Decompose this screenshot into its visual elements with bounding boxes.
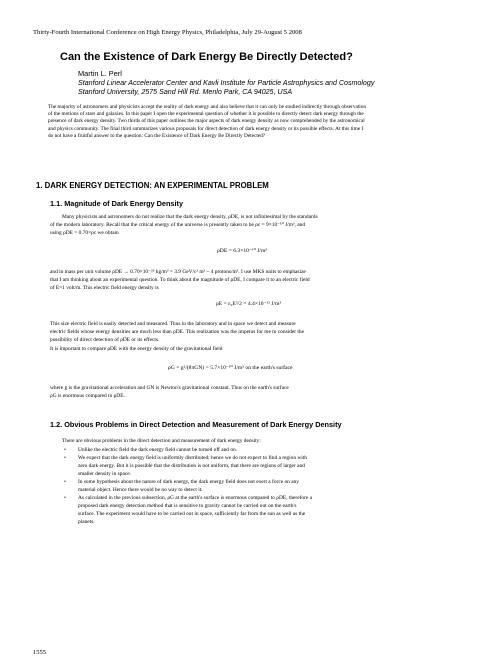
subsection-heading-1-2: 1.2. Obvious Problems in Direct Detection and Measurement of Dark Energy Density [50, 420, 342, 429]
equation-gravitational-field-density: ρG = g²/(8πGN) = 5.7×10⁻¹⁰ J/m³ on the earth's surface [168, 365, 293, 371]
abstract-line: presence of dark energy density. Two thirds of this paper outlines the major aspects of dark energy density as now comprehended by the astronomical [48, 118, 365, 125]
list-item [64, 454, 466, 478]
text-line: proposed dark energy detection method that is sensitive to gravity cannot be carried out on the earth's [78, 503, 297, 509]
page-number: 1555 [33, 649, 46, 656]
paragraph-4: It is important to compare ρDE with the energy density of the gravitational field [50, 346, 223, 352]
paragraph-6: There are obvious problems in the direct detection and measurement of dark energy density: [62, 438, 261, 444]
abstract-line: of the motions of stars and galaxies. In this paper I open the experimental question of whether it is possible to directly detect dark energy through the [48, 111, 364, 118]
abstract-line: The majority of astronomers and physicists accept the reality of dark energy and also believe that it can only be studied indirectly through observation [48, 104, 367, 110]
text-line: zero dark energy. But it is possible that the distribution is not uniform, that there are regions of larger and [78, 463, 305, 469]
text-line: We expect that the dark energy field is uniformly distributed; hence we do not expect to find a region with [78, 455, 307, 461]
section-heading-1: 1. DARK ENERGY DETECTION: AN EXPERIMENTAL PROBLEM [36, 181, 269, 190]
problem-bullet-list [64, 446, 466, 526]
text-line: In some hypothesis about the nature of dark energy, the dark energy field does not exert a force on any [78, 479, 299, 485]
text-line: As calculated in the previous subsection, ρG at the earth's surface is enormous compared to ρDE, therefore a [78, 495, 313, 501]
abstract-line: and physics community. The final third summarizes various proposals for direct detection of dark energy density or its possible effects. At this time I [48, 125, 364, 132]
affiliation-line-2: Stanford University, 2575 Sand Hill Rd. Menlo Park, CA 94025, USA [78, 88, 293, 96]
bullet-icon: • [64, 495, 66, 501]
text-line: material object. Hence there would be no way to detect it. [78, 487, 203, 493]
paragraph-1 [50, 213, 466, 237]
text-line: This size electric field is easily detected and measured. Thus in the laboratory and in space we detect and measure [50, 321, 296, 327]
paper-title: Can the Existence of Dark Energy Be Directly Detected? [60, 51, 353, 63]
text-line: electric fields whose energy densities are much less than ρDE. This realization was the impetus for me to consider the [50, 329, 304, 335]
text-line: planets. [78, 519, 95, 525]
abstract [48, 104, 458, 140]
equation-dark-energy-density: ρDE = 6.3×10⁻¹⁰ J/m³ [217, 248, 267, 254]
bullet-icon: • [64, 479, 66, 485]
list-item [64, 446, 466, 454]
subsection-heading-1-1: 1.1. Magnitude of Dark Energy Density [50, 199, 183, 208]
text-line: and in mass per unit volume ρDE → 0.70×10⁻²⁶ kg/m³ = 3.9 GeV/c² m³ ~ 4 protons/m³. I use MKS units to emphasize [50, 269, 306, 275]
text-line: smaller density in space. [78, 471, 131, 477]
conference-header: Thirty-Fourth International Conference on High Energy Physics, Philadelphia, July 29-August 5 2008 [33, 29, 302, 36]
affiliation-line-1: Stanford Linear Accelerator Center and Kavli Institute for Particle Astrophysics and Cosmology [78, 79, 375, 87]
abstract-line: do not have a fruitful answer to the question: Can the Existence of Dark Energy Be Directly Detected? [48, 132, 266, 139]
equation-electric-field-density: ρE = ε₀E²/2 = 4.4×10⁻¹² J/m³ [216, 301, 282, 307]
paragraph-2 [50, 268, 466, 292]
text-line: of E=1 volt/m. This electric field energy density is [50, 285, 159, 291]
text-line: Many physicists and astronomers do not realize that the dark energy density, ρDE, is not infinitesimal by the standards [62, 214, 318, 220]
paragraph-5 [50, 384, 466, 400]
list-item [64, 494, 466, 526]
text-line: of the modern laboratory. Recall that the critical energy of the universe is presently taken to be ρc = 9×10⁻¹⁰ J/m³, and [50, 222, 306, 228]
text-line: ρG is enormous compared to ρDE. [50, 393, 125, 399]
text-line: Unlike the electric field the dark energy field cannot be turned off and on. [78, 447, 238, 453]
paragraph-3 [50, 320, 466, 344]
list-item [64, 478, 466, 494]
text-line: using ρDE = 0.70×ρc we obtain [50, 230, 119, 236]
text-line: where g is the gravitational acceleration and GN is Newton's gravitational constant. Thus on the earth's surface [50, 385, 289, 391]
bullet-icon: • [64, 447, 66, 453]
bullet-icon: • [64, 455, 66, 461]
text-line: that I am thinking about an experimental question. To think about the magnitude of ρDE, I compare it to an electric field [50, 277, 310, 283]
text-line: surface. The experiment would have to be carried out in space, sufficiently far from the sun as well as the [78, 511, 306, 517]
text-line: possibility of direct detection of ρDE or its effects. [50, 337, 160, 343]
author-name: Martin L. Perl [78, 69, 122, 78]
